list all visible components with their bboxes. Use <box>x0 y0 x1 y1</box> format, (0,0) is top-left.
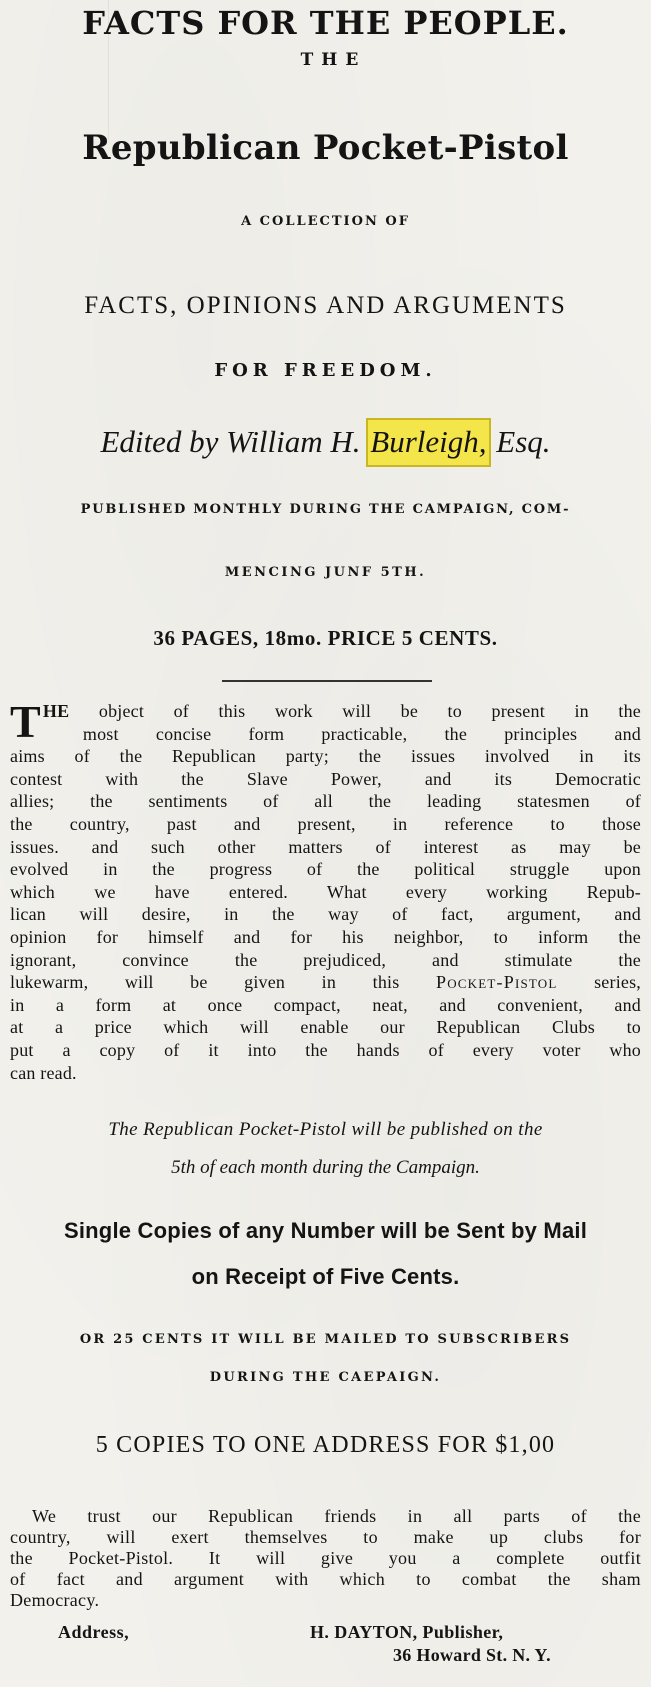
body-line <box>43 700 641 723</box>
bulk-offer: 5 COPIES TO ONE ADDRESS FOR $1,00 <box>95 1432 556 1458</box>
drop-cap: T <box>10 696 41 747</box>
pages-price: 36 PAGES, 18mo. PRICE 5 CENTS. <box>153 626 498 650</box>
publisher-name: H. DAYTON, Publisher, <box>310 1622 504 1642</box>
body-line-1-text: object of this work will be to present in the <box>69 701 641 721</box>
masthead: FACTS FOR THE PEOPLE. <box>82 4 569 42</box>
body-line: aims of the Republican party; the issues involved in its <box>10 746 641 767</box>
subscription-line-2: DURING THE CAEPAIGN. <box>209 1370 442 1385</box>
body-line: contest with the Slave Power, and its Democratic <box>10 768 641 789</box>
body-line: put a copy of it into the hands of every voter who <box>10 1039 641 1060</box>
schedule-line-2: MENCING JUNF 5TH. <box>224 565 427 580</box>
editor-prefix: Edited by William H. <box>100 424 369 459</box>
pocket-pistol-name: Pocket-Pistol <box>436 972 558 993</box>
body-line: which we have entered. What every working Repub- <box>10 881 641 902</box>
body-line: ignorant, convince the prejudiced, and stimulate the <box>10 949 641 970</box>
page-title: Republican Pocket-Pistol <box>82 128 569 168</box>
editor-suffix: Esq. <box>488 424 551 459</box>
body-line: allies; the sentiments of all the leading statesmen of <box>10 791 641 812</box>
mail-offer-line-1: Single Copies of any Number will be Sent by Mail <box>63 1218 588 1243</box>
closing-line: of fact and argument with which to combat the sham <box>10 1569 641 1589</box>
subscription-line-1: OR 25 CENTS IT WILL BE MAILED TO SUBSCRIBERS <box>79 1332 572 1347</box>
body-line: in a form at once compact, neat, and convenient, and <box>10 994 641 1015</box>
body-line: most concise form practicable, the principles and <box>82 723 641 744</box>
highlighted-name: Burleigh, <box>368 420 488 465</box>
body-paragraph <box>10 696 641 1084</box>
body-line: can read. <box>10 1062 77 1083</box>
closing-line: country, will exert themselves to make up clubs for <box>10 1527 641 1547</box>
article-word-the: THE <box>300 50 367 70</box>
body-line: the country, past and present, in reference to those <box>10 813 641 834</box>
schedule-line-1: PUBLISHED MONTHLY DURING THE CAMPAIGN, COM- <box>80 502 571 517</box>
freedom-line: FOR FREEDOM. <box>214 360 437 381</box>
subject-line: FACTS, OPINIONS AND ARGUMENTS <box>84 292 567 319</box>
body-line: at a price which will enable our Republican Clubs to <box>10 1017 641 1038</box>
address-label: Address, <box>58 1622 130 1642</box>
closing-line: We trust our Republican friends in all parts of the <box>32 1506 641 1526</box>
body-line: opinion for himself and for his neighbor, to inform the <box>10 926 641 947</box>
closing-paragraph <box>10 1506 641 1611</box>
mail-offer-line-2: on Receipt of Five Cents. <box>191 1264 460 1289</box>
closing-line: Democracy. <box>10 1590 100 1610</box>
body-line: lican will desire, in the way of fact, argument, and <box>10 904 641 925</box>
divider-rule <box>222 680 432 682</box>
closing-line: the Pocket-Pistol. It will give you a complete outfit <box>10 1548 641 1568</box>
pocket-line-after: series, <box>557 972 641 993</box>
editor-line <box>0 424 651 460</box>
body-line: evolved in the progress of the political struggle upon <box>10 859 641 880</box>
publication-note-2: 5th of each month during the Campaign. <box>171 1157 480 1178</box>
body-line <box>10 971 641 994</box>
first-word-rest: HE <box>42 701 70 721</box>
pocket-line-before: lukewarm, will be given in this <box>10 972 436 993</box>
body-line: issues. and such other matters of interest as may be <box>10 836 641 857</box>
publisher-address: 36 Howard St. N. Y. <box>393 1645 551 1665</box>
publication-note-1: The Republican Pocket-Pistol will be published on the <box>108 1119 543 1140</box>
collection-line: A COLLECTION OF <box>241 214 410 229</box>
